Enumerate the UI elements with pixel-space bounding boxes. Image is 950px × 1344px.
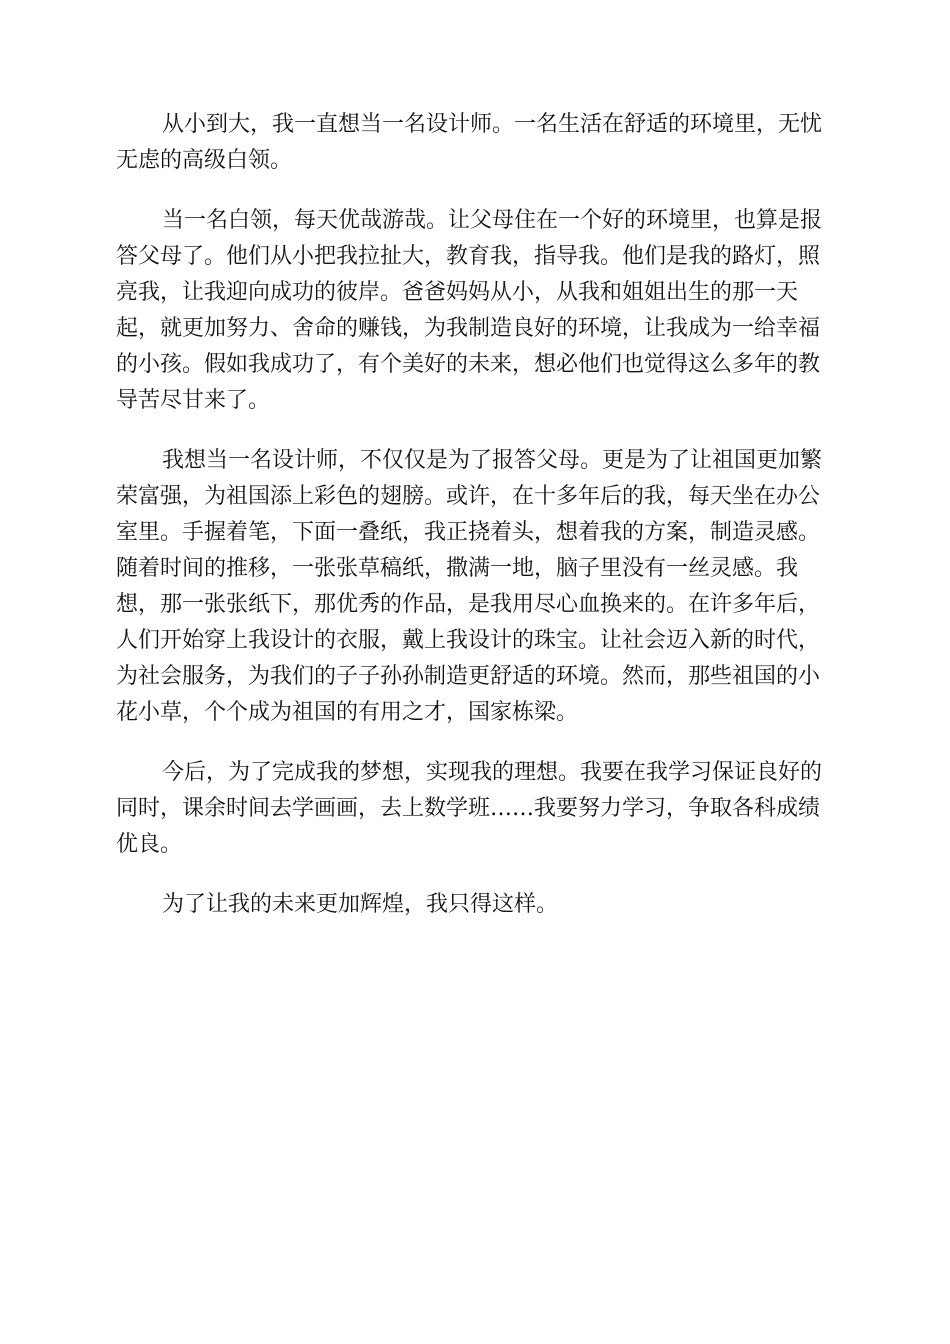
paragraph-line: 答父母了。他们从小把我拉扯大，教育我，指导我。他们是我的路灯，照	[116, 244, 821, 269]
paragraph-line: 想，那一张张纸下，那优秀的作品，是我用尽心血换来的。在许多年后，	[116, 592, 821, 617]
paragraph-line: 人们开始穿上我设计的衣服，戴上我设计的珠宝。让社会迈入新的时代，	[116, 628, 821, 653]
paragraph-line: 无虑的高级白领。	[116, 148, 293, 173]
paragraph-line: 亮我，让我迎向成功的彼岸。爸爸妈妈从小，从我和姐姐出生的那一天	[116, 280, 799, 305]
paragraph-line: 当一名白领，每天优哉游哉。让父母住在一个好的环境里，也算是报	[162, 208, 823, 233]
paragraph-line: 为了让我的未来更加辉煌，我只得这样。	[162, 892, 559, 917]
paragraph-line: 导苦尽甘来了。	[116, 388, 271, 413]
paragraph-line: 室里。手握着笔，下面一叠纸，我正挠着头，想着我的方案，制造灵感。	[116, 520, 821, 545]
paragraph-line: 今后，为了完成我的梦想，实现我的理想。我要在我学习保证良好的	[162, 760, 823, 785]
paragraph-2	[116, 203, 832, 419]
paragraph-line: 的小孩。假如我成功了，有个美好的未来，想必他们也觉得这么多年的教	[116, 352, 821, 377]
paragraph-line: 我想当一名设计师，不仅仅是为了报答父母。更是为了让祖国更加繁	[162, 448, 823, 473]
document-page	[116, 107, 832, 947]
paragraph-line: 优良。	[116, 832, 183, 857]
paragraph-1	[116, 107, 832, 179]
paragraph-line: 荣富强，为祖国添上彩色的翅膀。或许，在十多年后的我，每天坐在办公	[116, 484, 821, 509]
paragraph-3	[116, 443, 832, 731]
paragraph-line: 起，就更加努力、舍命的赚钱，为我制造良好的环境，让我成为一给幸福	[116, 316, 821, 341]
paragraph-line: 花小草，个个成为祖国的有用之才，国家栋梁。	[116, 700, 579, 725]
paragraph-line: 为社会服务，为我们的子子孙孙制造更舒适的环境。然而，那些祖国的小	[116, 664, 821, 689]
paragraph-4	[116, 755, 832, 863]
paragraph-5	[116, 887, 832, 923]
paragraph-line: 从小到大，我一直想当一名设计师。一名生活在舒适的环境里，无忧	[162, 112, 823, 137]
paragraph-line: 同时，课余时间去学画画，去上数学班……我要努力学习，争取各科成绩	[116, 796, 821, 821]
paragraph-line: 随着时间的推移，一张张草稿纸，撒满一地，脑子里没有一丝灵感。我	[116, 556, 799, 581]
